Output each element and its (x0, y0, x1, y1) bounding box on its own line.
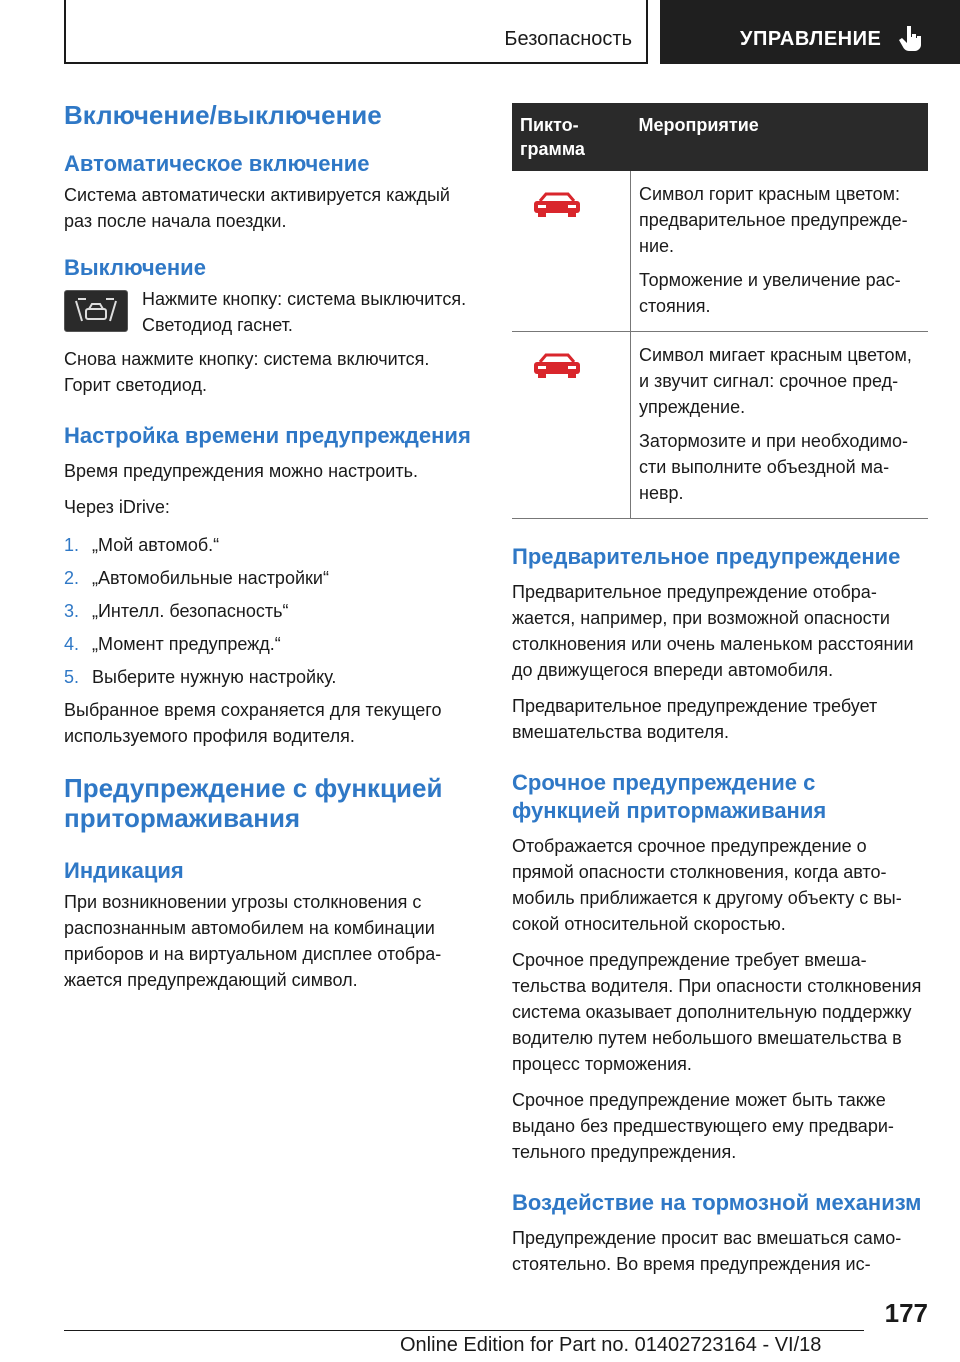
pictogram-table (512, 103, 928, 519)
heading-prewarning: Предварительное предупреждение (512, 544, 901, 569)
footer-divider (64, 1330, 864, 1331)
heading-brake-effect: Воздействие на тормозной механизм (512, 1190, 922, 1215)
list-item: 3. „Интелл. безопасность“ (64, 601, 289, 621)
car-warning-button-icon (74, 297, 118, 325)
heading-indication: Индикация (64, 858, 184, 883)
list-item: 1. „Мой автомоб.“ (64, 535, 220, 555)
list-item: 4. „Момент предупрежд.“ (64, 634, 281, 654)
header-section-box (64, 0, 648, 64)
text-urgent-2: Срочное предупреждение требует вмешательства водителя. При опасности столкновения система оказывает дополнительную поддержку водителю путем небольшого вмешательства в процесс торможения. (512, 950, 922, 1074)
text-via-idrive: Через iDrive: (64, 497, 170, 517)
button-instruction (64, 286, 472, 338)
text-warning-time: Время предупреждения можно настроить. (64, 461, 418, 481)
text-urgent-symbol: Символ мигает красным цветом, и звучит сигнал: срочное предупреждение. (639, 345, 912, 417)
red-car-flashing-icon (530, 352, 584, 380)
text-on-again: Снова нажмите кнопку: система включится. Горит светодиод. (64, 349, 430, 395)
heading-auto-on: Автоматическое включение (64, 151, 370, 176)
table-cell-icon (512, 332, 631, 519)
header-chapter-title: УПРАВЛЕНИЕ (740, 28, 882, 50)
text-urgent-action: Затормозите и при необходимости выполните объездной маневр. (639, 431, 908, 503)
text-urgent-1: Отображается срочное предупреждение о прямой опасности столкновения, когда автомобиль приближается к другому объекту с высокой относительной скоростью. (512, 836, 902, 934)
table-row (512, 171, 928, 332)
right-column (512, 103, 928, 1277)
table-header-pictogram: Пиктограмма (512, 103, 631, 171)
table-cell-icon (512, 171, 631, 332)
text-auto-on: Система автоматически активируется каждый раз после начала поездки. (64, 185, 450, 231)
table-cell-action (631, 171, 929, 332)
text-urgent-3: Срочное предупреждение может быть также выдано без предшествующего ему предварительного предупреждения. (512, 1090, 894, 1162)
heading-urgent-warning: Срочное предупреждение с функцией притормаживания (512, 770, 827, 823)
collision-warning-button-image (64, 290, 128, 332)
table-cell-action (631, 332, 929, 519)
text-prewarning-2: Предварительное предупреждение требует вмешательства водителя. (512, 696, 878, 742)
page-number: 177 (884, 1298, 928, 1328)
text-prewarning-1: Предварительное предупреждение отображается, например, при возможной опасности столкновения или очень маленьком расстоянии до движущегося впереди автомобиля. (512, 582, 914, 680)
header-chapter-box (660, 0, 960, 64)
left-column (64, 100, 472, 993)
table-row (512, 332, 928, 519)
text-indication: При возникновении угрозы столкновения с распознанным автомобилем на комбинации приборов и на виртуальном дисплее отображается предупреждающий символ. (64, 892, 442, 990)
text-prewarning-action: Торможение и увеличение расстояния. (639, 270, 901, 316)
heading-warning-time: Настройка времени предупреждения (64, 423, 471, 448)
heading-off: Выключение (64, 255, 206, 280)
heading-braking-warning: Предупреждение с функцией притормаживания (64, 773, 443, 833)
text-brake-effect: Предупреждение просит вас вмешаться самостоятельно. Во время предупреждения ис- (512, 1228, 902, 1274)
table-header-row (512, 103, 928, 171)
table-header-action: Мероприятие (631, 103, 929, 171)
text-prewarning-symbol: Символ горит красным цветом: предварительное предупреждение. (639, 184, 908, 256)
header-section-title: Безопасность (504, 28, 632, 50)
heading-on-off: Включение/выключение (64, 100, 382, 130)
list-item: 2. „Автомобильные настройки“ (64, 568, 329, 588)
text-off-button: Нажмите кнопку: система выключится. Светодиод гаснет. (142, 289, 467, 335)
footer-edition: Online Edition for Part no. 01402723164 - VI/18 (400, 1334, 822, 1356)
red-car-warning-icon (530, 191, 584, 219)
idrive-steps (64, 532, 472, 690)
list-item: 5. Выберите нужную настройку. (64, 667, 337, 687)
text-saved-profile: Выбранное время сохраняется для текущего используемого профиля водителя. (64, 700, 442, 746)
hand-pointer-icon (898, 24, 924, 52)
